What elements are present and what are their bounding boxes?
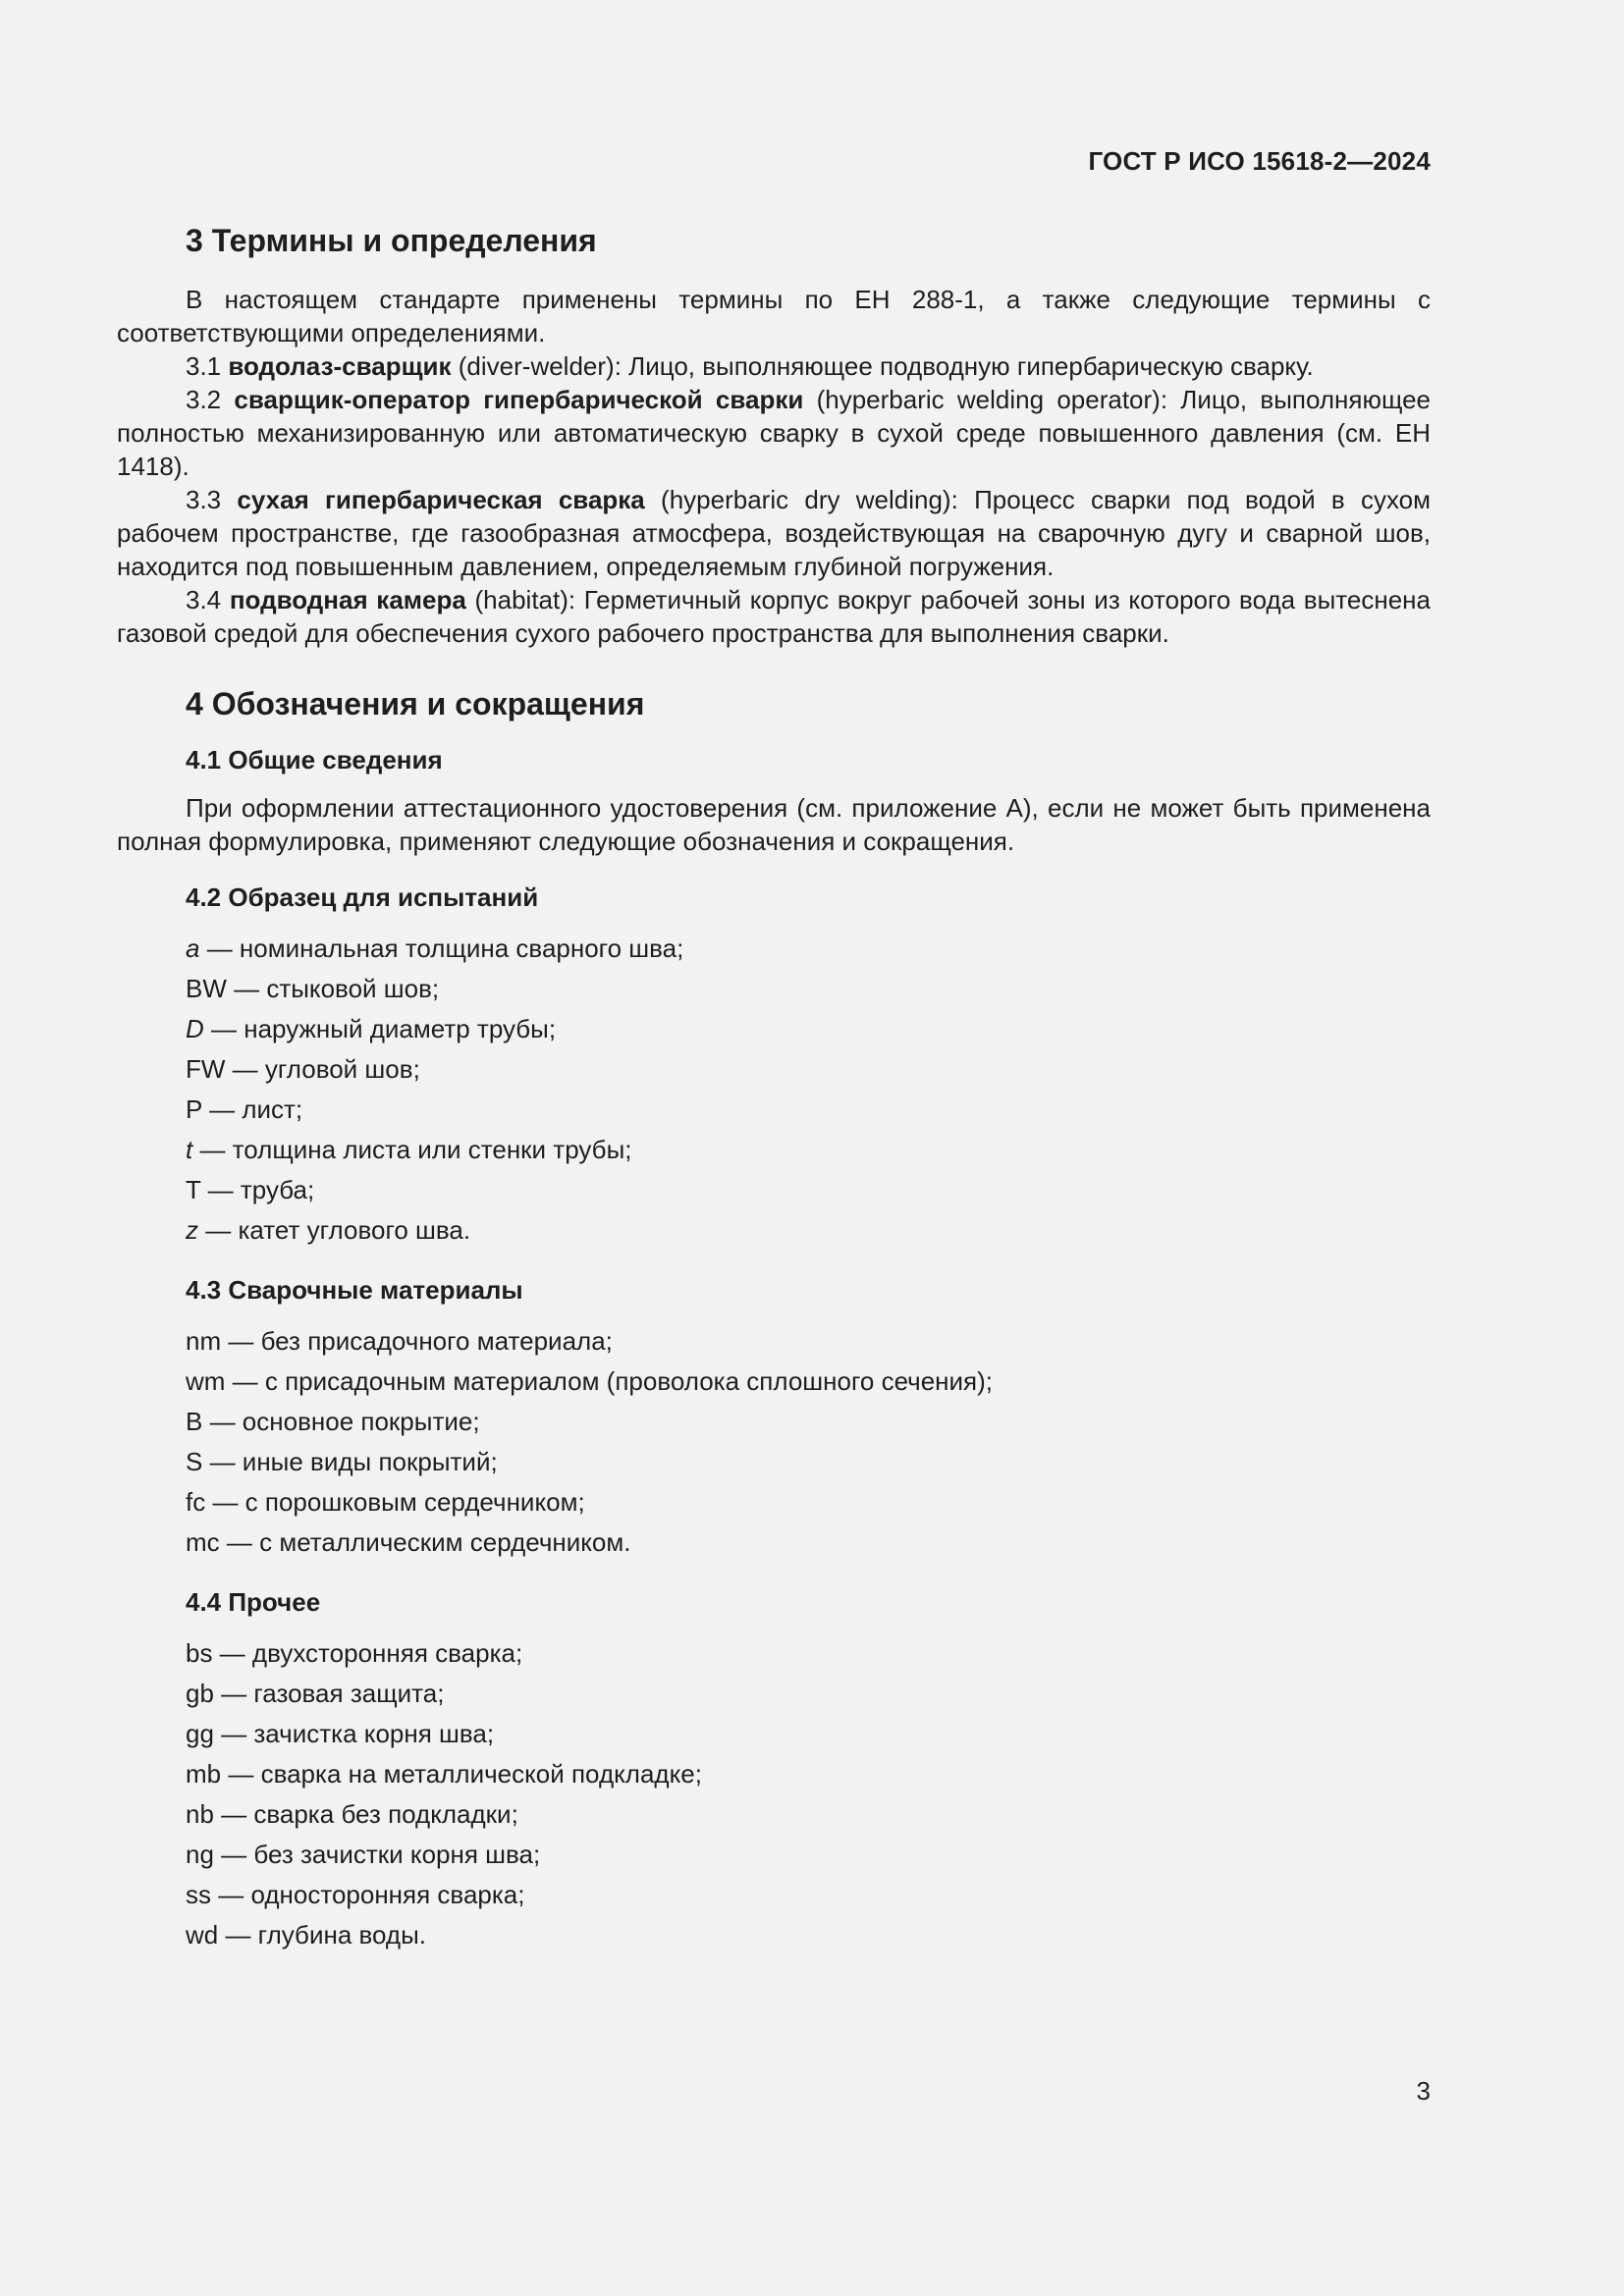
symbol-description: — угловой шов; xyxy=(225,1054,420,1084)
subsection-4-1-text: При оформлении аттестационного удостоверения (см. приложение А), если не может быть применена полная формулировка, применяют следующие обозначения и сокращения. xyxy=(117,793,1431,856)
term-3-2 xyxy=(117,383,1431,483)
list-item xyxy=(186,929,1431,969)
page-content xyxy=(117,218,1431,1955)
symbol-description: — наружный диаметр трубы; xyxy=(203,1014,557,1043)
symbol-description: — номинальная толщина сварного шва; xyxy=(199,934,684,963)
symbol-description: — труба; xyxy=(200,1175,315,1204)
list-item xyxy=(186,1049,1431,1090)
welding-consumables-list xyxy=(117,1321,1431,1563)
specimen-symbols-list xyxy=(117,929,1431,1251)
list-item: wd — глубина воды. xyxy=(186,1920,427,1949)
subsection-4-4-title: 4.4 Прочее xyxy=(186,1587,321,1617)
term-definition: (habitat): Герметичный корпус вокруг рабочей зоны из которого вода вытеснена газовой средой для обеспечения сухого рабочего пространства для выполнения сварки. xyxy=(117,585,1431,648)
term-name: сварщик-оператор гипербарической сварки xyxy=(234,385,804,414)
term-name: сухая гипербарическая сварка xyxy=(237,485,645,514)
list-item: bs — двухсторонняя сварка; xyxy=(186,1638,523,1668)
list-item: S — иные виды покрытий; xyxy=(186,1447,498,1476)
list-item: mc — с металлическим сердечником. xyxy=(186,1527,631,1557)
list-item: ss — односторонняя сварка; xyxy=(186,1880,525,1909)
symbol: z xyxy=(186,1215,198,1245)
document-id-header: ГОСТ Р ИСО 15618-2—2024 xyxy=(1088,146,1431,176)
section-3-intro: В настоящем стандарте применены термины по ЕН 288-1, а также следующие термины с соответствующими определениями. xyxy=(117,285,1431,347)
term-definition: (hyperbaric welding operator): Лицо, выполняющее полностью механизированную или автоматическую сварку в сухой среде повышенного давления (см. ЕН 1418). xyxy=(117,385,1431,481)
term-definition: (diver-welder): Лицо, выполняющее подводную гипербарическую сварку. xyxy=(451,351,1314,381)
symbol: T xyxy=(186,1175,201,1204)
term-number: 3.2 xyxy=(186,385,235,414)
term-number: 3.4 xyxy=(186,585,230,614)
list-item: gg — зачистка корня шва; xyxy=(186,1719,495,1748)
list-item xyxy=(186,969,1431,1009)
subsection-4-3-title: 4.3 Сварочные материалы xyxy=(186,1275,523,1305)
term-name: водолаз-сварщик xyxy=(228,351,452,381)
symbol: D xyxy=(186,1014,204,1043)
list-item: gb — газовая защита; xyxy=(186,1679,445,1708)
list-item: B — основное покрытие; xyxy=(186,1407,480,1436)
term-3-4 xyxy=(117,583,1431,650)
term-number: 3.3 xyxy=(186,485,238,514)
list-item: wm — с присадочным материалом (проволока сплошного сечения); xyxy=(186,1366,994,1396)
list-item xyxy=(186,1009,1431,1049)
symbol: a xyxy=(186,934,200,963)
subsection-4-1-title: 4.1 Общие сведения xyxy=(186,745,443,774)
term-3-1 xyxy=(117,349,1431,383)
symbol-description: — толщина листа или стенки трубы; xyxy=(192,1135,632,1164)
term-3-3 xyxy=(117,483,1431,583)
list-item xyxy=(186,1130,1431,1170)
symbol: t xyxy=(186,1135,193,1164)
term-number: 3.1 xyxy=(186,351,229,381)
list-item xyxy=(186,1170,1431,1210)
section-4-title: 4 Обозначения и сокращения xyxy=(186,686,645,721)
symbol-description: — катет углового шва. xyxy=(198,1215,471,1245)
symbol: FW xyxy=(186,1054,226,1084)
list-item: nm — без присадочного материала; xyxy=(186,1326,613,1356)
list-item: nb — сварка без подкладки; xyxy=(186,1799,518,1829)
list-item: ng — без зачистки корня шва; xyxy=(186,1840,541,1869)
term-name: подводная камера xyxy=(229,585,466,614)
term-definition: (hyperbaric dry welding): Процесс сварки под водой в сухом рабочем пространстве, где газообразная атмосфера, воздействующая на сварочную дугу и сварной шов, находится под повышенным давлением, определяемым глубиной погружения. xyxy=(117,485,1432,581)
subsection-4-2-title: 4.2 Образец для испытаний xyxy=(186,882,539,912)
symbol: P xyxy=(186,1095,202,1124)
list-item xyxy=(186,1210,1431,1251)
list-item: fc — с порошковым сердечником; xyxy=(186,1487,585,1517)
symbol-description: — стыковой шов; xyxy=(226,974,440,1003)
symbol: BW xyxy=(186,974,227,1003)
other-abbreviations-list xyxy=(117,1633,1431,1955)
page-number: 3 xyxy=(1416,2076,1431,2106)
list-item xyxy=(186,1090,1431,1130)
section-3-title: 3 Термины и определения xyxy=(186,223,597,258)
list-item: mb — сварка на металлической подкладке; xyxy=(186,1759,702,1789)
symbol-description: — лист; xyxy=(201,1095,303,1124)
